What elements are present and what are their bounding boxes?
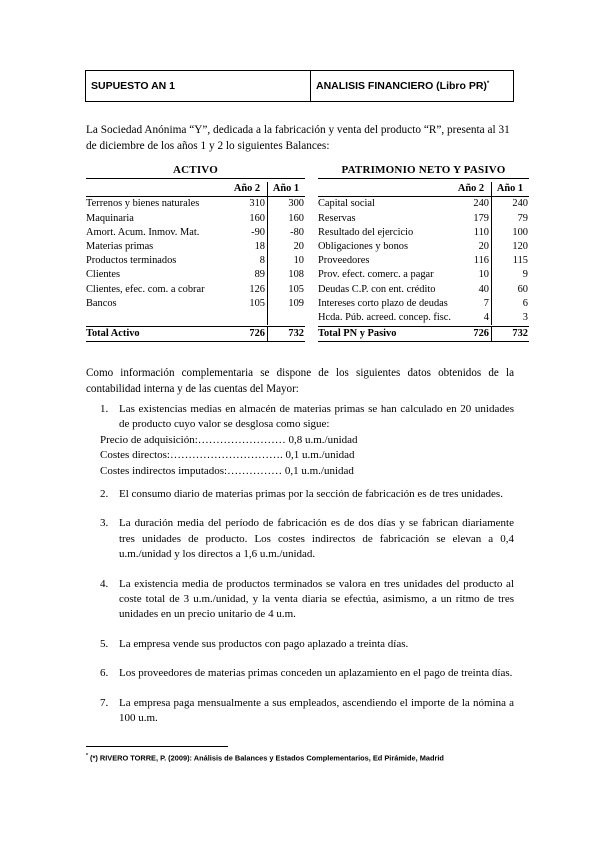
row-value-ano1: 6 [491, 297, 529, 311]
row-value-ano1: 160 [267, 212, 305, 226]
row-value-ano1: 60 [491, 283, 529, 297]
activo-header-spacer [86, 182, 229, 196]
row-label: Resultado del ejercicio [318, 226, 414, 238]
row-label: Prov. efect. comerc. a pagar [318, 269, 434, 281]
row-value-ano2: 8 [259, 255, 265, 267]
table-row [86, 197, 305, 211]
row-value-ano2: 179 [473, 212, 489, 224]
list-item [100, 637, 514, 652]
row-value-ano2 [229, 311, 267, 325]
pasivo-total-ano1: 732 [491, 327, 529, 341]
row-label: Productos terminados [86, 255, 177, 267]
activo-total-ano1: 732 [267, 327, 305, 341]
row-value-ano2: -90 [251, 226, 265, 238]
list-item-number: 5. [100, 637, 109, 650]
footnote-mark: * [86, 753, 88, 759]
row-value-ano2: 10 [478, 269, 489, 281]
table-row [86, 283, 305, 297]
subject-title [311, 71, 513, 101]
table-row [318, 240, 529, 254]
numbered-list [100, 402, 514, 727]
activo-col-ano2: Año 2 [233, 183, 261, 195]
table-row [86, 212, 305, 226]
list-item-text: La empresa vende sus productos con pago aplazado a treinta días. [119, 637, 409, 650]
activo-title: ACTIVO [86, 163, 305, 179]
row-label: Intereses corto plazo de deudas [318, 297, 448, 309]
list-item-text: El consumo diario de materias primas por la sección de fabricación es de tres unidades. [119, 488, 503, 501]
list-item [100, 666, 514, 681]
list-item [100, 696, 514, 727]
row-value-ano2: 116 [473, 255, 489, 267]
row-label: Maquinaria [86, 212, 134, 224]
row-label: Proveedores [318, 255, 370, 267]
case-title: SUPUESTO AN 1 [86, 71, 311, 101]
row-value-ano2: 105 [249, 297, 265, 309]
complement-paragraph: Como información complementaria se dispone de los siguientes datos obtenidos de la contabilidad interna y de las cuentas del Mayor: [86, 367, 514, 395]
subject-title-text: ANALISIS FINANCIERO (Libro PR) [316, 80, 487, 92]
row-label: Capital social [318, 198, 375, 210]
row-value-ano2: 7 [483, 297, 489, 309]
list-item-number: 2. [100, 488, 109, 501]
row-label: Clientes [86, 269, 121, 281]
table-row [318, 268, 529, 282]
table-row [318, 197, 529, 211]
list-item-number: 7. [100, 696, 109, 709]
intro-paragraph: La Sociedad Anónima “Y”, dedicada a la fabricación y venta del producto “R”, presenta al 31 de diciembre de los años 1 y 2 lo siguientes Balances: [86, 124, 510, 152]
list-item-text: Los proveedores de materias primas conceden un aplazamiento en el pago de treinta días. [119, 667, 513, 680]
row-value-ano2: 126 [249, 283, 265, 295]
table-row [86, 311, 305, 325]
activo-column-headers [86, 182, 305, 197]
list-item-text: Las existencias medias en almacén de materias primas se han calculado en 20 unidades de producto cuyo valor se desglosa como sigue: [119, 403, 514, 431]
cost-breakdown-line: Precio de adquisición:…………………… 0,8 u.m./unidad [100, 433, 358, 446]
cost-breakdown-line: Costes directos:…………………………. 0,1 u.m./unidad [100, 449, 355, 462]
row-label: Deudas C.P. con ent. crédito [318, 283, 436, 295]
row-value-ano1: 20 [267, 240, 305, 254]
row-value-ano2: 40 [478, 283, 489, 295]
list-item [100, 487, 514, 502]
activo-total-ano2: 726 [249, 328, 265, 340]
list-item-number: 3. [100, 517, 109, 530]
row-label: Obligaciones y bonos [318, 241, 409, 253]
row-value-ano1: 109 [267, 297, 305, 311]
list-item-text: La empresa paga mensualmente a sus empleados, ascendiendo el importe de la nómina a 100 u.m. [119, 696, 514, 725]
row-value-ano2: 89 [254, 269, 265, 281]
list-item-number: 1. [100, 403, 109, 415]
row-label: Hcda. Púb. acreed. concep. fisc. [318, 312, 451, 324]
row-value-ano1: 115 [491, 254, 529, 268]
row-value-ano2: 310 [249, 198, 265, 210]
list-item [100, 516, 514, 562]
activo-table [86, 163, 305, 342]
row-value-ano1: 120 [491, 240, 529, 254]
footnote-mark: * [486, 81, 490, 87]
table-row [318, 297, 529, 311]
row-label: Clientes, efec. com. a cobrar [86, 283, 205, 295]
row-value-ano2: 4 [483, 312, 489, 324]
row-label: Bancos [86, 297, 117, 309]
table-row [86, 297, 305, 311]
table-row [86, 240, 305, 254]
footnote-divider [86, 746, 228, 747]
footnote [86, 753, 444, 762]
row-value-ano2: 240 [473, 198, 489, 210]
row-value-ano1: 10 [267, 254, 305, 268]
row-value-ano1: 100 [491, 226, 529, 240]
row-value-ano1: 79 [491, 212, 529, 226]
list-item-number: 6. [100, 667, 109, 680]
row-value-ano1: -80 [267, 226, 305, 240]
list-item-text: La duración media del período de fabricación es de dos días y se fabrican diariamente tres unidades de producto. Los costes indirectos de fabricación se elevan a 0,4 u.m./unidad y los directos a 1,6 u.m./unidad. [119, 517, 514, 561]
pasivo-total-ano2: 726 [473, 328, 489, 340]
row-label: Materias primas [86, 241, 154, 253]
activo-rows [86, 197, 305, 325]
pasivo-header-spacer [318, 182, 453, 196]
table-row [86, 226, 305, 240]
row-value-ano2: 18 [254, 241, 265, 253]
row-value-ano2: 110 [473, 226, 489, 238]
row-value-ano2: 160 [249, 212, 265, 224]
activo-total-label: Total Activo [86, 328, 140, 340]
activo-total-row [86, 326, 305, 342]
row-label: Reservas [318, 212, 356, 224]
row-value-ano1: 300 [267, 197, 305, 211]
row-label [86, 311, 229, 325]
row-value-ano1 [267, 311, 305, 325]
row-value-ano1: 9 [491, 268, 529, 282]
table-row [318, 226, 529, 240]
list-item-number: 4. [100, 577, 109, 590]
row-label: Terrenos y bienes naturales [86, 198, 200, 210]
table-row [86, 268, 305, 282]
cost-breakdown-line: Costes indirectos imputados:…………… 0,1 u.m./unidad [100, 464, 354, 477]
row-value-ano1: 240 [491, 197, 529, 211]
list-item-text: La existencia media de productos terminados se valora en tres unidades del producto al coste total de 3 u.m./unidad, y la venta diaria se efectúa, asimismo, a un ritmo de tres unidades en un precio unitario de 4 u.m. [119, 577, 514, 621]
row-value-ano1: 108 [267, 268, 305, 282]
table-row [318, 254, 529, 268]
pasivo-title: PATRIMONIO NETO Y PASIVO [318, 163, 529, 179]
table-row [318, 283, 529, 297]
activo-col-ano1: Año 1 [267, 182, 305, 196]
pasivo-table [318, 163, 529, 342]
table-row [86, 254, 305, 268]
pasivo-col-ano2: Año 2 [457, 183, 485, 195]
pasivo-col-ano1: Año 1 [491, 182, 529, 196]
row-label: Amort. Acum. Inmov. Mat. [86, 226, 200, 238]
pasivo-total-row [318, 326, 529, 342]
row-value-ano1: 3 [491, 311, 529, 325]
table-row [318, 212, 529, 226]
table-row [318, 311, 529, 325]
footnote-text: (*) RIVERO TORRE, P. (2009): Análisis de Balances y Estados Complementarios, Ed Pirámide, Madrid [90, 753, 444, 763]
header-table [85, 70, 514, 102]
row-value-ano1: 105 [267, 283, 305, 297]
list-item [100, 402, 514, 479]
pasivo-column-headers [318, 182, 529, 197]
row-value-ano2: 20 [478, 241, 489, 253]
pasivo-total-label: Total PN y Pasivo [318, 328, 397, 340]
pasivo-rows [318, 197, 529, 325]
list-item [100, 577, 514, 623]
